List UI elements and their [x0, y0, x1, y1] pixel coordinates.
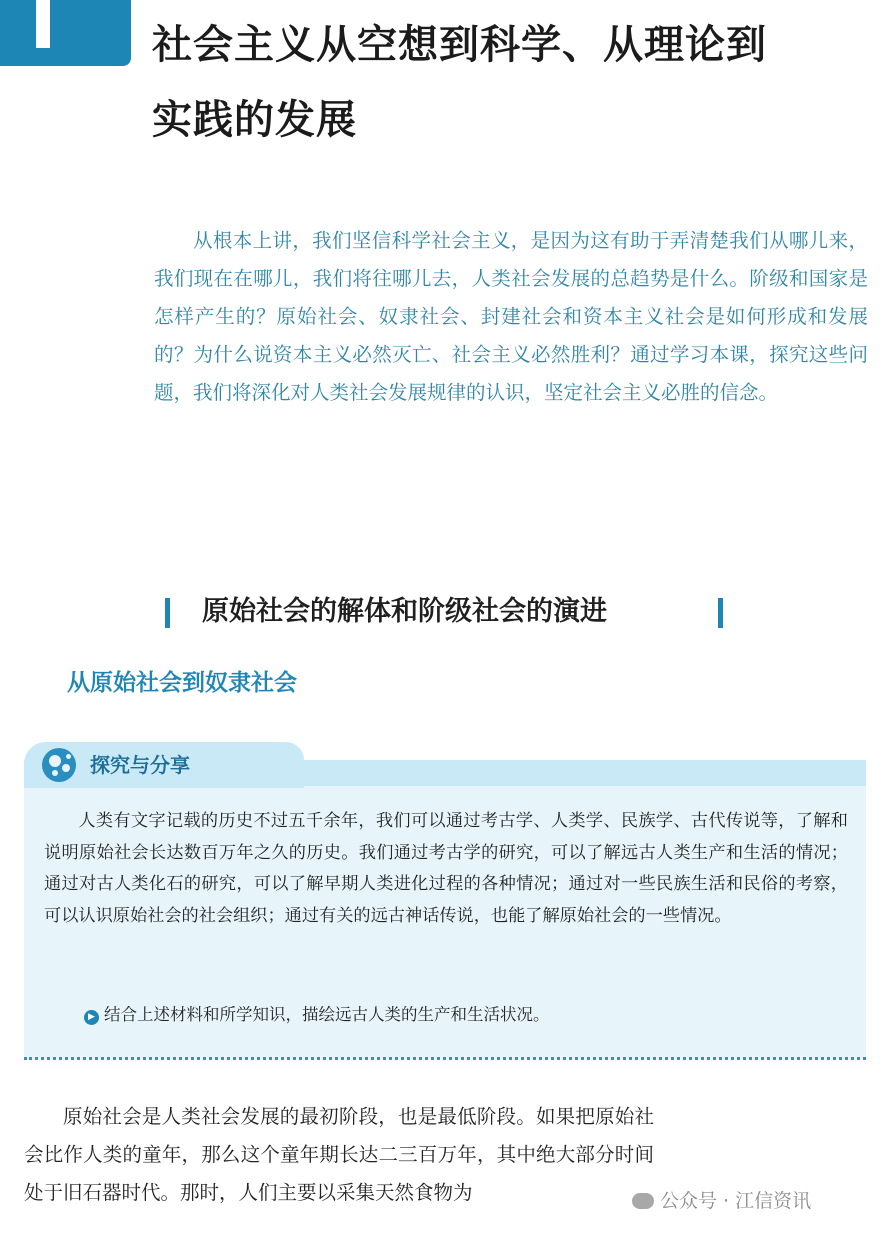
section-title: 原始社会的解体和阶级社会的演进: [202, 596, 607, 627]
explore-box-task-text: 结合上述材料和所学知识，描绘远古人类的生产和生活状况。: [104, 1005, 550, 1024]
watermark-text: 公众号 · 江信资讯: [660, 1190, 812, 1212]
play-arrow-icon: ▶: [84, 1010, 99, 1025]
chapter-title-line2: 实践的发展: [152, 97, 357, 143]
explore-box-title: 探究与分享: [90, 753, 190, 777]
section-bar-left: [165, 598, 170, 628]
box-dotted-divider: [24, 1057, 866, 1060]
subsection-title: 从原始社会到奴隶社会: [67, 670, 297, 696]
explore-box-task: [84, 1000, 550, 1030]
section-heading: [0, 588, 883, 636]
explore-box-body: 人类有文字记载的历史不过五千余年，我们可以通过考古学、人类学、民族学、古代传说等，了解和说明原始社会长达数百万年之久的历史。我们通过考古学的研究，可以了解远古人类生产和生活的情况；通过对古人类化石的研究，可以了解早期人类进化过程的各种情况；通过对一些民族生活和民俗的考察，可以认识原始社会的社会组织；通过有关的远古神话传说，也能了解原始社会的一些情况。: [44, 811, 848, 926]
bubbles-icon: [42, 748, 76, 782]
chapter-number-mark: [36, 0, 50, 48]
chapter-title-line1: 社会主义从空想到科学、从理论到: [152, 22, 767, 68]
section-bar-right: [718, 598, 723, 628]
chapter-title: [152, 8, 852, 158]
body-paragraph: 原始社会是人类社会发展的最初阶段，也是最低阶段。如果把原始社会比作人类的童年，那么这个童年期长达二三百万年，其中绝大部分时间处于旧石器时代。那时，人们主要以采集天然食物为: [24, 1105, 654, 1204]
watermark: [632, 1184, 811, 1218]
intro-paragraph: 从根本上讲，我们坚信科学社会主义，是因为这有助于弄清楚我们从哪儿来，我们现在在哪儿，我们将往哪儿去，人类社会发展的总趋势是什么。阶级和国家是怎样产生的？原始社会、奴隶社会、封建社会和资本主义社会是如何形成和发展的？为什么说资本主义必然灭亡、社会主义必然胜利？通过学习本课，探究这些问题，我们将深化对人类社会发展规律的认识，坚定社会主义必胜的信念。: [154, 229, 868, 404]
wechat-icon: [632, 1193, 654, 1209]
chapter-number-tab: [0, 0, 131, 66]
